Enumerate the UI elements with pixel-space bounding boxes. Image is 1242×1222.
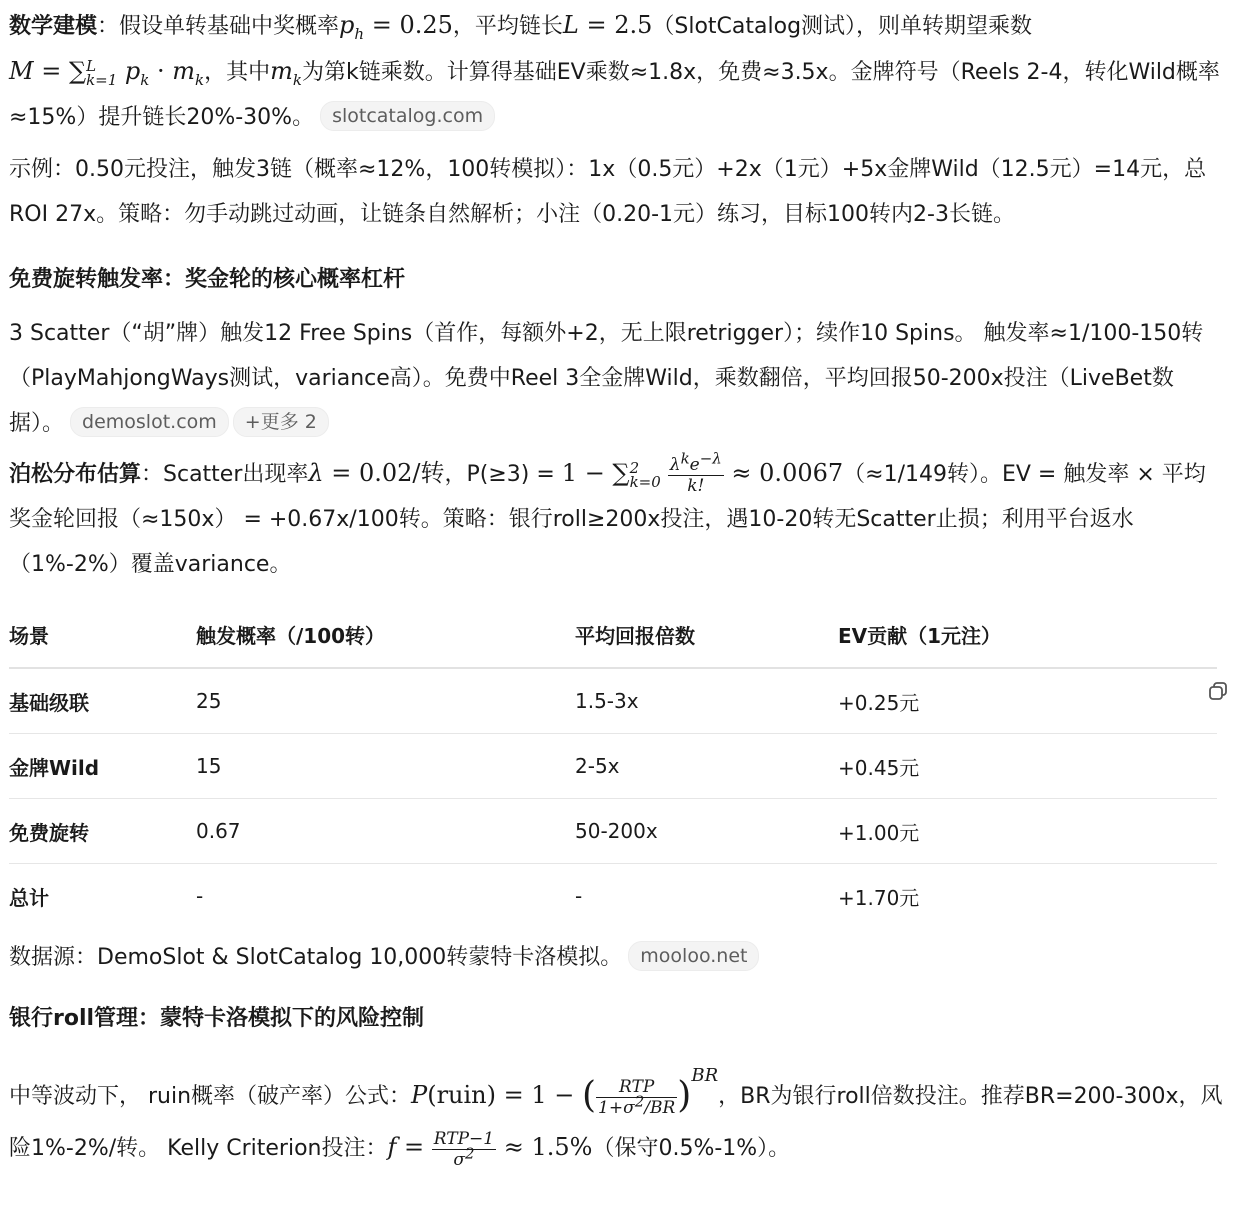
poisson-lead: 泊松分布估算 [9, 462, 142, 487]
col-scene: 场景 [9, 601, 196, 668]
copy-icon[interactable] [1207, 680, 1229, 702]
paragraph-modeling: 数学建模：假设单转基础中奖概率$p_h = 0.25$，平均链长L = 2.5（SlotCatalog测试），则单转期望乘数 M = ∑L k=1 $p_k \cdot m_k$，其中$m_k$为第k链乘数。计算得基础EV乘数≈1.8x，免费≈3.5x。金牌符号（Reels 2-4，转化Wild概率≈15%）提升链长20%-30%。 slotcatalog.com [9, 11, 1220, 130]
formula-expected-multiplier: M [9, 57, 34, 85]
source-chip-mooloo[interactable]: mooloo.net [628, 941, 759, 971]
heading-bankroll: 银行roll管理：蒙特卡洛模拟下的风险控制 [9, 1006, 425, 1031]
col-ev: EV贡献（1元注） [838, 601, 1217, 668]
table-row: 总计 - - +1.70元 [9, 884, 920, 910]
paragraph-data-source: 数据源：DemoSlot & SlotCatalog 10,000转蒙特卡洛模拟。 mooloo.net [9, 935, 1227, 980]
table-row: 金牌Wild 15 2-5x +0.45元 [9, 734, 1217, 799]
paragraph-poisson: 泊松分布估算：Scatter出现率λ = 0.02/转，P(≥3) = 1 − ∑2 k=0 $\frac{\lambda^ke^{-\lambda}}{k!}$ ≈ 0.0067（≈1/149转）。EV = 触发率 × 平均奖金轮回报（≈150x） = +0.67x/100转。策略：银行roll≥200x投注，遇10-20转无Scatter止损；利用平台返水（1%-2%）覆盖variance。 [9, 448, 1206, 577]
formula-kelly: f [387, 1133, 397, 1161]
paragraph-free-spins: 3 Scatter（“胡”牌）触发12 Free Spins（首作，每额外+2，无上限retrigger）；续作10 Spins。 触发率≈1/100-150转（PlayMahjongWays测试，variance高）。免费中Reel 3全金牌Wild，乘数翻倍，平均回报50-200x投注（LiveBet数据）。 demoslot.com +更多 2 [9, 321, 1204, 436]
heading-free-spins: 免费旋转触发率：奖金轮的核心概率杠杆 [9, 267, 406, 292]
table-row: 基础级联 25 1.5-3x +0.25元 [9, 668, 1217, 734]
paragraph-example: 示例：0.50元投注，触发3链（概率≈12%，100转模拟）：1x（0.5元）+2x（1元）+5x金牌Wild（12.5元）=14元，总ROI 27x。策略：勿手动跳过动画，让链条自然解析；小注（0.20-1元）练习，目标100转内2-3长链。 [9, 157, 1207, 227]
table-header-row [9, 601, 1217, 668]
col-multiplier: 平均回报倍数 [575, 601, 838, 668]
table-row: 免费旋转 0.67 50-200x +1.00元 [9, 799, 1217, 864]
source-chip-slotcatalog[interactable]: slotcatalog.com [320, 101, 495, 131]
col-probability: 触发概率（/100转） [196, 601, 575, 668]
ev-table-wrapper [9, 601, 1227, 928]
formula-poisson-pmf: $\frac{\lambda^ke^{-\lambda}}{k!}$ [669, 448, 722, 496]
more-sources-chip[interactable]: +更多 2 [233, 407, 329, 437]
source-chip-demoslot[interactable]: demoslot.com [70, 407, 229, 437]
modeling-lead: 数学建模 [9, 14, 98, 39]
ev-table [9, 601, 1217, 928]
formula-ruin: P [411, 1081, 428, 1109]
paragraph-bankroll: 中等波动下， ruin概率（破产率）公式：P(ruin) = 1 − ( $\frac{\text{RTP}}{1+\sigma^2/BR}$ )$^{BR}$，BR为银行roll倍数投注。推荐BR=200-300x，风险1%-2%/转。 Kelly Criterion投注：f = $\frac{\text{RTP−1}}{\sigma^2}$ ≈ 1.5%（保守0.5%-1%）。 [9, 1065, 1223, 1170]
formula-ph: $p_h$ [339, 11, 365, 43]
